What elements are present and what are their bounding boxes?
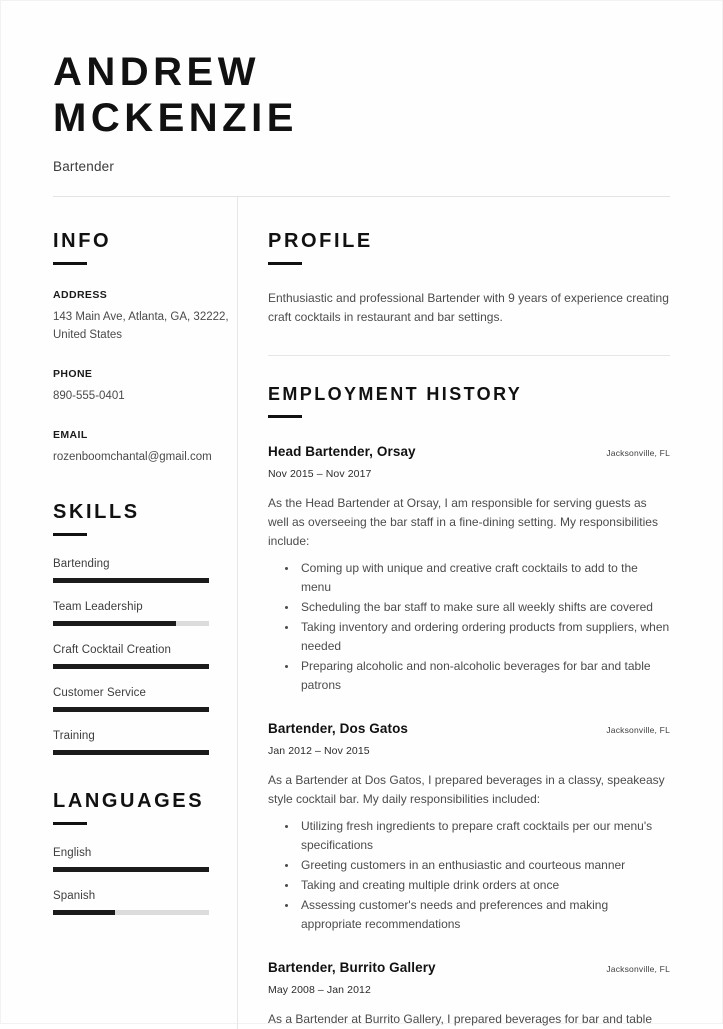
skills-list: [53, 558, 237, 755]
language-bar-track: [53, 910, 209, 915]
info-section: [53, 229, 237, 466]
job-bullet: • Preparing alcoholic and non-alcoholic beverages for bar and table patrons: [298, 657, 670, 695]
profile-text: Enthusiastic and professional Bartender with 9 years of experience creating craft cocktails in restaurant and bar settings.: [268, 291, 669, 324]
skill-item: [53, 644, 237, 669]
job-bullet: • Greeting customers in an enthusiastic and courteous manner: [298, 856, 670, 875]
job-title: Bartender, Burrito Gallery: [268, 960, 436, 975]
job-bullet: • Utilizing fresh ingredients to prepare craft cocktails per our menu's specifications: [298, 817, 670, 855]
job-dates: Jan 2012 – Nov 2015: [268, 745, 370, 757]
language-bar-fill: [53, 910, 115, 915]
skill-bar-fill: [53, 664, 209, 669]
employment-section: [268, 382, 670, 1029]
email-value: rozenboomchantal@gmail.com: [53, 451, 212, 463]
languages-section: [53, 789, 237, 915]
skill-item: [53, 558, 237, 583]
languages-list: [53, 847, 237, 915]
skill-label: Bartending: [53, 558, 110, 570]
skills-section: [53, 500, 237, 755]
main-column: [268, 197, 670, 1029]
job-location: Jacksonville, FL: [606, 448, 670, 458]
job-bullet: • Assessing customer's needs and preferences and making appropriate recommendations: [298, 896, 670, 934]
job-header: [268, 960, 670, 975]
skill-item: [53, 687, 237, 712]
skill-bar-fill: [53, 750, 209, 755]
job-entry: [268, 721, 670, 934]
info-heading-underline: [53, 262, 87, 265]
candidate-first-name: ANDREW: [53, 50, 260, 94]
section-divider: [268, 355, 670, 356]
skill-bar-fill: [53, 578, 209, 583]
job-location: Jacksonville, FL: [606, 725, 670, 735]
skills-heading-underline: [53, 533, 87, 536]
resume-columns: [1, 197, 722, 1029]
profile-heading: PROFILE: [268, 230, 373, 252]
skill-bar-track: [53, 664, 209, 669]
job-header: [268, 721, 670, 736]
skill-label: Customer Service: [53, 687, 146, 699]
job-title: Head Bartender, Orsay: [268, 444, 416, 459]
job-description: As a Bartender at Burrito Gallery, I prepared beverages for bar and table: [268, 1012, 652, 1026]
skill-label: Team Leadership: [53, 601, 143, 613]
job-bullet-list: [268, 817, 670, 934]
info-block-phone: [53, 368, 237, 405]
skill-bar-track: [53, 621, 209, 626]
candidate-job-title: Bartender: [53, 159, 115, 174]
profile-section: [268, 229, 670, 327]
skill-item: [53, 730, 237, 755]
job-location: Jacksonville, FL: [606, 964, 670, 974]
job-bullet-list: [268, 559, 670, 695]
employment-heading: EMPLOYMENT HISTORY: [268, 384, 523, 404]
candidate-last-name: MCKENZIE: [53, 96, 298, 140]
language-item: [53, 890, 237, 915]
skill-bar-track: [53, 578, 209, 583]
language-label: Spanish: [53, 890, 96, 902]
job-title: Bartender, Dos Gatos: [268, 721, 409, 736]
job-header: [268, 444, 670, 459]
column-divider: [237, 197, 238, 1029]
language-bar-fill: [53, 867, 209, 872]
skills-heading: SKILLS: [53, 501, 140, 523]
job-bullet: • Taking inventory and ordering ordering products from suppliers, when needed: [298, 618, 670, 656]
job-dates: Nov 2015 – Nov 2017: [268, 468, 372, 480]
phone-value: 890-555-0401: [53, 390, 125, 402]
job-description: As the Head Bartender at Orsay, I am responsible for serving guests as well as overseeing the bar staff in a fine-dining setting. My responsibilities include:: [268, 496, 658, 548]
languages-heading-underline: [53, 822, 87, 825]
address-label: ADDRESS: [53, 289, 108, 301]
job-bullet: • Scheduling the bar staff to make sure all weekly shifts are covered: [298, 598, 670, 617]
job-bullet: • Taking and creating multiple drink orders at once: [298, 876, 670, 895]
skill-label: Training: [53, 730, 95, 742]
language-label: English: [53, 847, 92, 859]
skill-bar-track: [53, 707, 209, 712]
employment-heading-underline: [268, 415, 302, 418]
info-heading: INFO: [53, 230, 112, 252]
language-bar-track: [53, 867, 209, 872]
skill-bar-fill: [53, 621, 176, 626]
skill-label: Craft Cocktail Creation: [53, 644, 171, 656]
address-value: 143 Main Ave, Atlanta, GA, 32222, United States: [53, 311, 229, 341]
languages-heading: LANGUAGES: [53, 790, 205, 812]
job-bullet: • Coming up with unique and creative craft cocktails to add to the menu: [298, 559, 670, 597]
email-label: EMAIL: [53, 429, 88, 441]
job-description: As a Bartender at Dos Gatos, I prepared beverages in a classy, speakeasy style cocktail bar. My daily responsibilities included:: [268, 773, 665, 806]
phone-label: PHONE: [53, 368, 93, 380]
skill-item: [53, 601, 237, 626]
info-block-email: [53, 429, 237, 466]
job-entry: [268, 960, 670, 1029]
skill-bar-track: [53, 750, 209, 755]
job-entry: [268, 444, 670, 695]
job-dates: May 2008 – Jan 2012: [268, 984, 371, 996]
sidebar-column: [53, 197, 237, 1029]
resume-header: [1, 1, 722, 174]
skill-bar-fill: [53, 707, 209, 712]
language-item: [53, 847, 237, 872]
profile-heading-underline: [268, 262, 302, 265]
info-block-address: [53, 289, 237, 344]
